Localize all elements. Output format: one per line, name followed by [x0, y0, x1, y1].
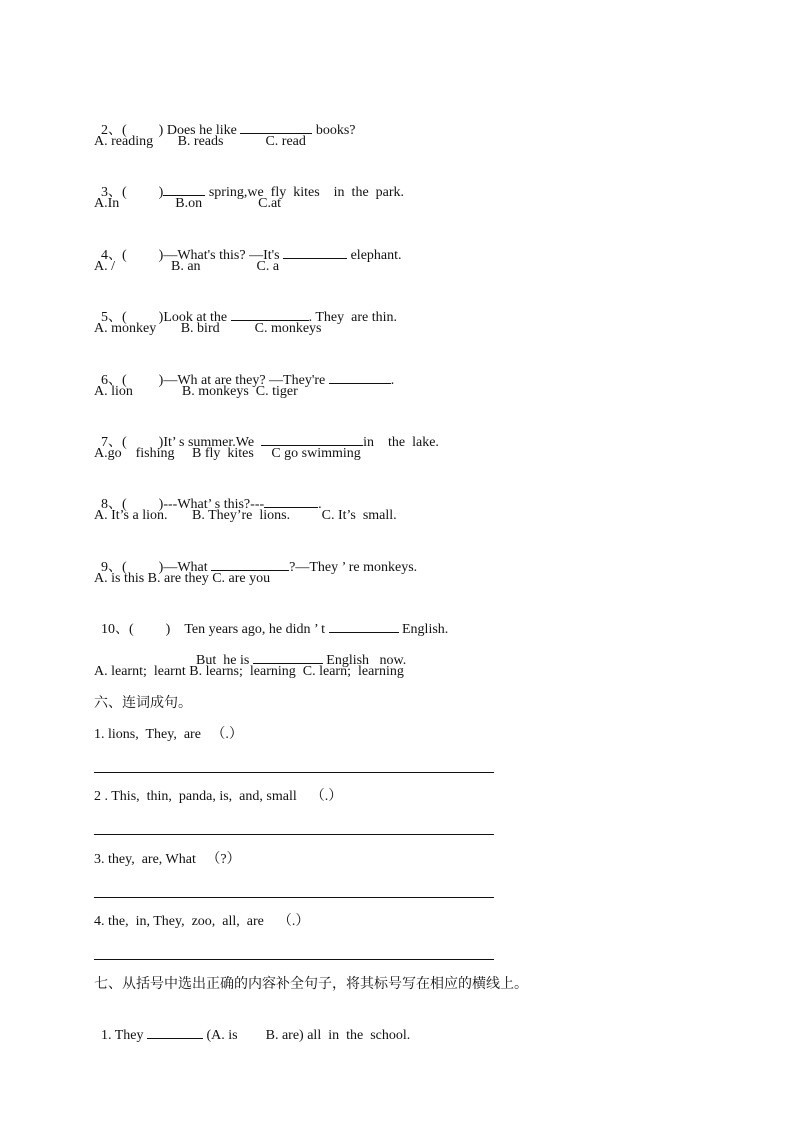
- q10-line2-end: English now.: [322, 653, 407, 668]
- q3-stem: ): [158, 185, 164, 200]
- q3-end: spring,we fly kites in the park.: [205, 185, 405, 200]
- q9-number: 9、(: [101, 560, 127, 575]
- q8-stem: )---What’ s this?---: [158, 497, 265, 512]
- s6-item-2: 2 . This, thin, panda, is, and, small （.）: [94, 789, 343, 804]
- q5-end: . They are thin.: [308, 310, 397, 325]
- s6-answer-line-4[interactable]: [94, 959, 494, 960]
- section-6-title: 六、连词成句。: [94, 695, 192, 711]
- q4-stem: )—What's this? —It's: [158, 248, 284, 263]
- s7-item-1: [94, 1007, 410, 1045]
- q6-options: A. lion B. monkeys C. tiger: [94, 384, 298, 399]
- q3-options: A.In B.on C.at: [94, 196, 282, 211]
- q10-line2-start: But he is: [196, 653, 253, 668]
- q10-options: A. learnt; learnt B. learns; learning C. learn; learning: [94, 664, 404, 679]
- q8-options: A. It’s a lion. B. They’re lions. C. It’s small.: [94, 508, 397, 523]
- q9-options: A. is this B. are they C. are you: [94, 571, 271, 586]
- q7-number: 7、(: [101, 435, 127, 450]
- s6-item-3: 3. they, are, What （?）: [94, 852, 241, 867]
- q2-number: 2、(: [101, 123, 127, 138]
- s6-item-4: 4. the, in, They, zoo, all, are （.）: [94, 914, 310, 929]
- s7-item-1-start: 1. They: [101, 1028, 148, 1043]
- q4-end: elephant.: [347, 248, 402, 263]
- q7-blank[interactable]: [261, 432, 363, 446]
- q5-stem: )Look at the: [158, 310, 231, 325]
- s6-item-1: 1. lions, They, are （.）: [94, 727, 243, 742]
- q9-end: ?—They ’ re monkeys.: [289, 560, 418, 575]
- q8-end: .: [318, 497, 322, 512]
- q10-stem: ) Ten years ago, he didn ’ t: [165, 622, 329, 637]
- q10-number: 10、(: [101, 622, 134, 637]
- q6-stem: )—Wh at are they? —They're: [158, 373, 329, 388]
- q6-end: .: [390, 373, 395, 388]
- q2-stem: ) Does he like: [158, 123, 241, 138]
- s6-answer-line-3[interactable]: [94, 897, 494, 898]
- q5-blank[interactable]: [231, 307, 309, 321]
- s6-answer-line-2[interactable]: [94, 834, 494, 835]
- q2-blank[interactable]: [240, 120, 312, 134]
- q4-options: A. / B. an C. a: [94, 259, 280, 274]
- q8-blank[interactable]: [264, 494, 318, 508]
- q10-end: English.: [398, 622, 449, 637]
- q4-blank[interactable]: [283, 245, 347, 259]
- q7-stem: )It’ s summer.We: [158, 435, 262, 450]
- q3-number: 3、(: [101, 185, 127, 200]
- q9-blank[interactable]: [211, 557, 289, 571]
- q4-number: 4、(: [101, 248, 127, 263]
- q7-options: A.go fishing B fly kites C go swimming: [94, 446, 361, 461]
- section-7-title: 七、从括号中选出正确的内容补全句子，将其标号写在相应的横线上。: [94, 976, 528, 992]
- s7-item-1-end: (A. is B. are) all in the school.: [203, 1028, 411, 1043]
- s6-answer-line-1[interactable]: [94, 772, 494, 773]
- q9-stem: )—What: [158, 560, 212, 575]
- q6-blank[interactable]: [329, 370, 391, 384]
- s7-item-1-blank[interactable]: [147, 1025, 203, 1039]
- q5-number: 5、(: [101, 310, 127, 325]
- q6-number: 6、(: [101, 373, 127, 388]
- q10-blank-2[interactable]: [253, 650, 323, 664]
- q5-options: A. monkey B. bird C. monkeys: [94, 321, 322, 336]
- q10-blank-1[interactable]: [329, 619, 399, 633]
- q2-end: books?: [312, 123, 356, 138]
- q8-number: 8、(: [101, 497, 127, 512]
- q3-blank[interactable]: [163, 182, 205, 196]
- q7-end: in the lake.: [363, 435, 439, 450]
- q2-options: A. reading B. reads C. read: [94, 134, 306, 149]
